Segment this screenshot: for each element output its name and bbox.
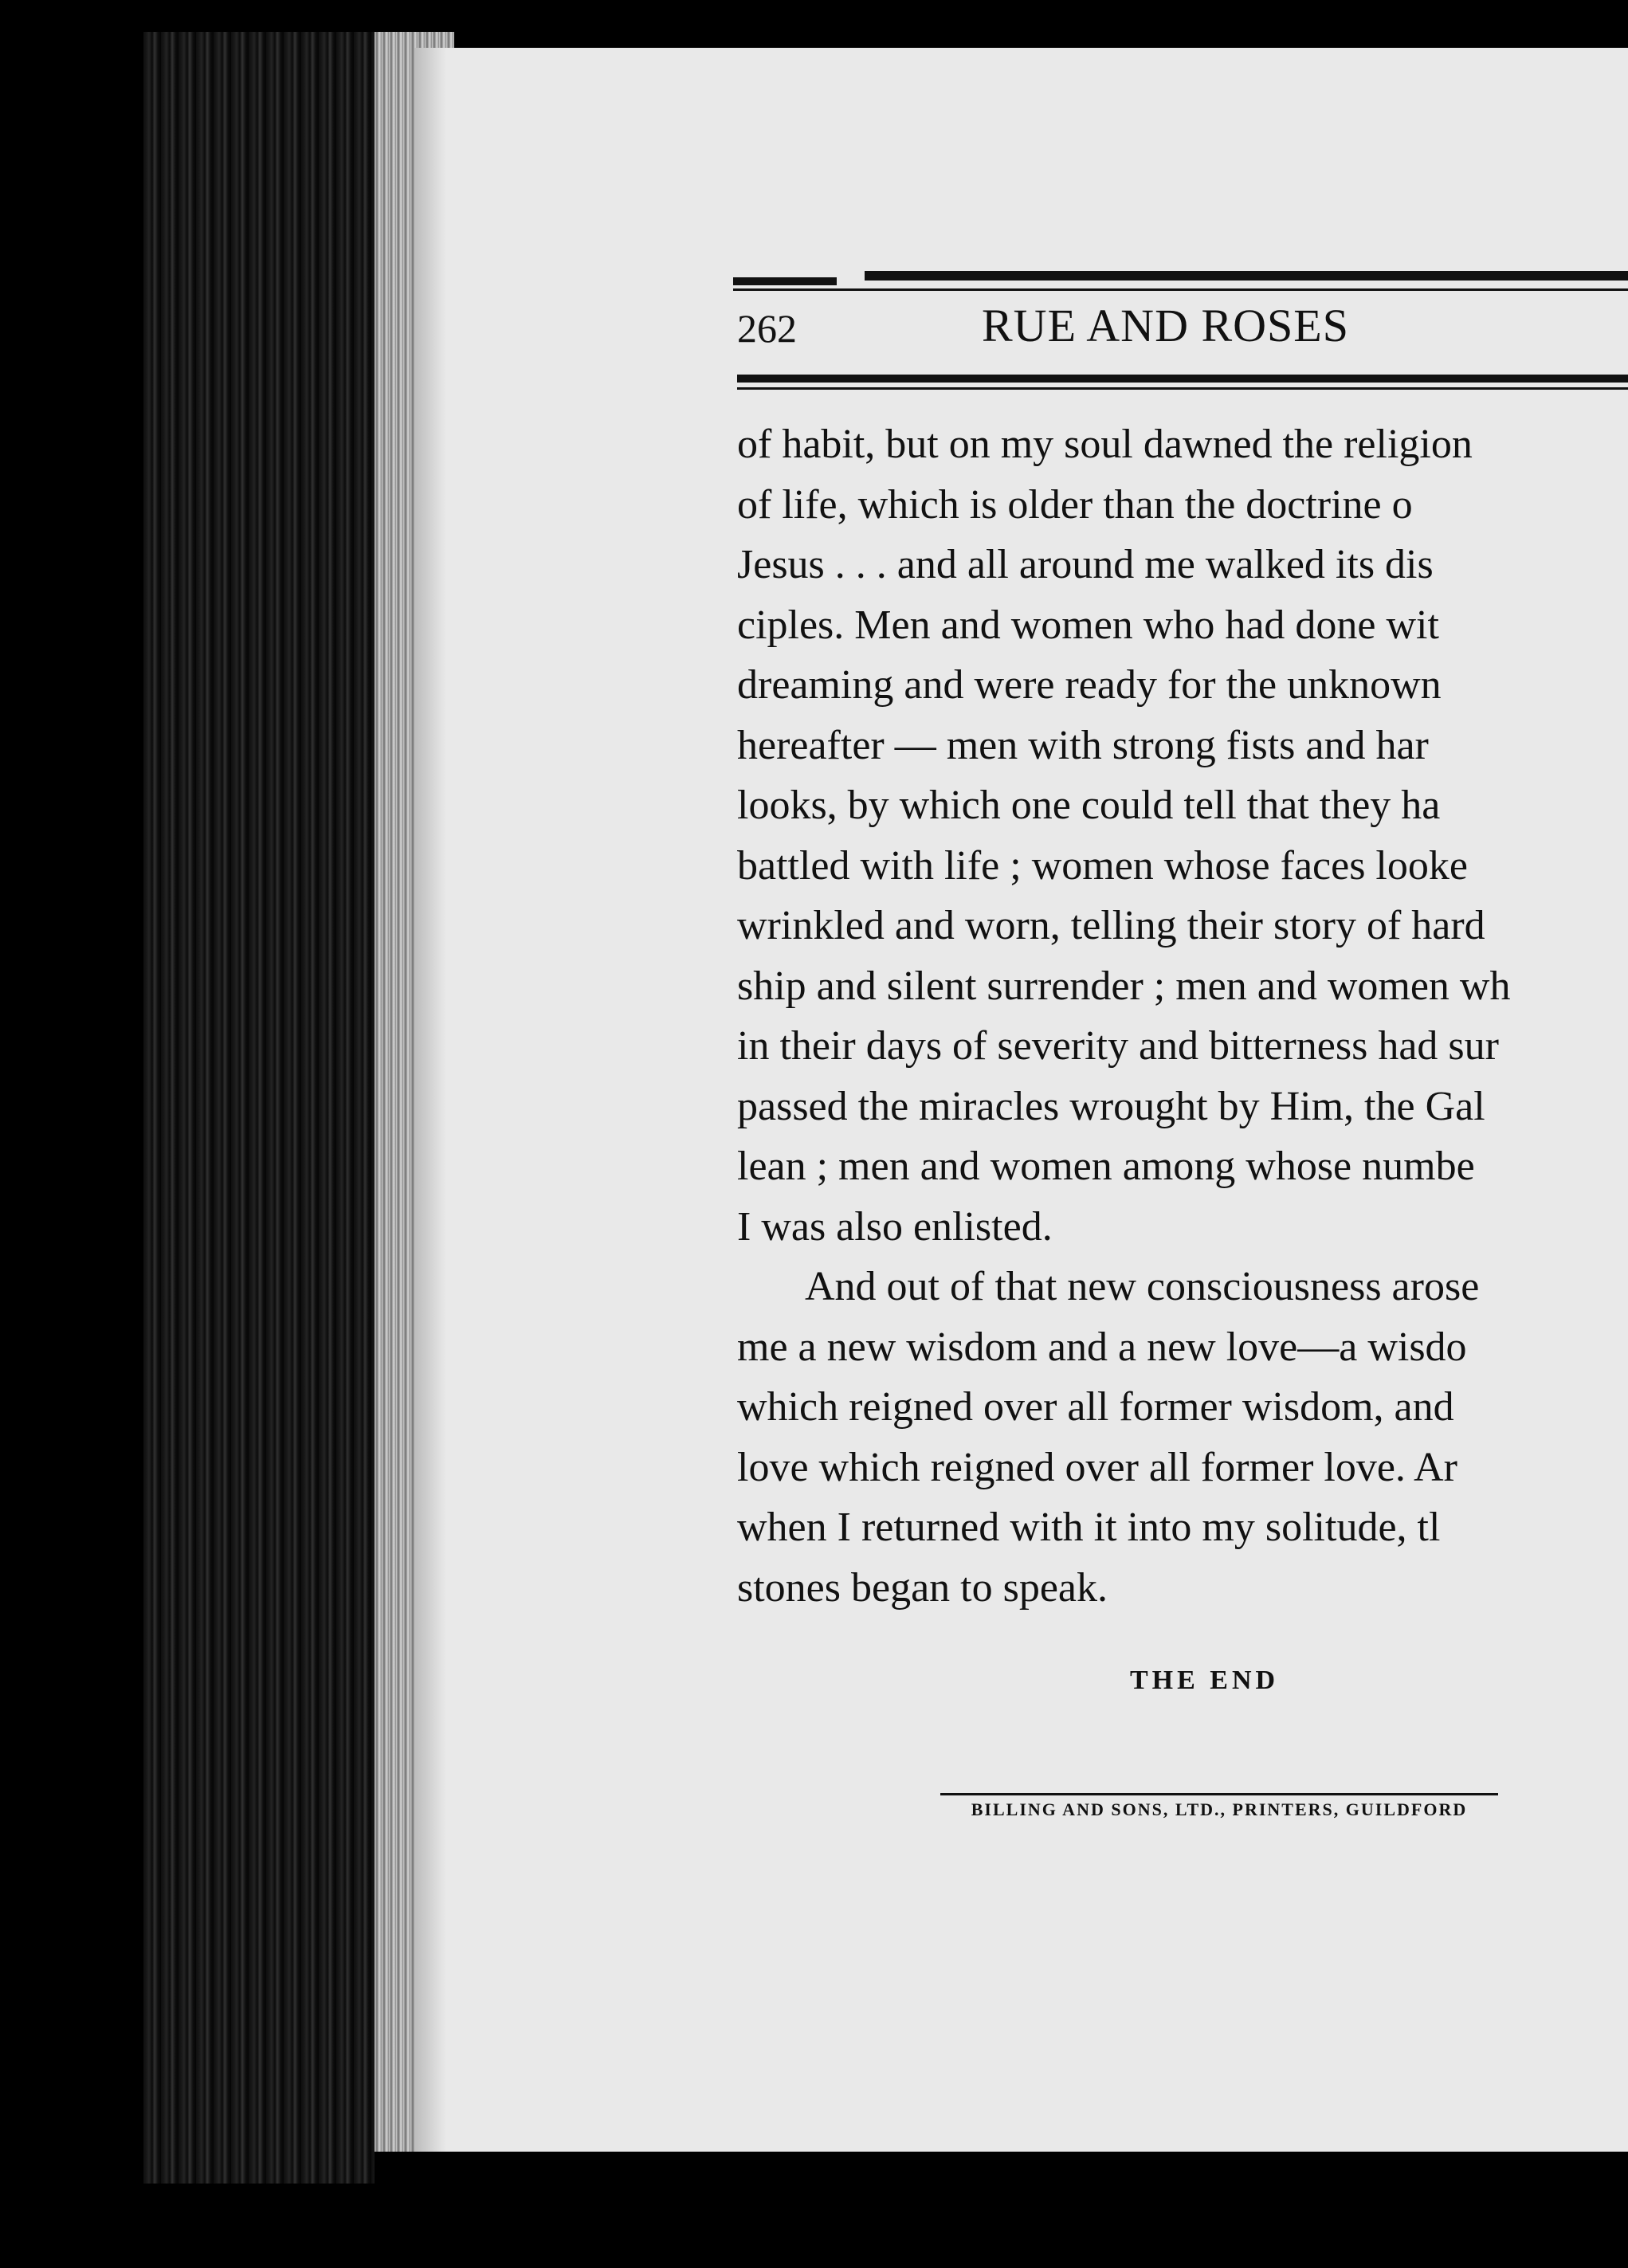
text-line: of habit, but on my soul dawned the religion (737, 422, 1473, 467)
running-head (737, 299, 1628, 363)
text-line: And out of that new consciousness arose (805, 1264, 1480, 1309)
page-gutter-shadow (414, 48, 446, 2168)
text-line: which reigned over all former wisdom, and (737, 1384, 1454, 1430)
running-title: RUE AND ROSES (982, 300, 1349, 351)
text-line: ship and silent surrender ; men and women wh (737, 963, 1511, 1009)
text-line: battled with life ; women whose faces looke (737, 842, 1468, 889)
bottom-edge (375, 2152, 1628, 2268)
body-text (737, 414, 1628, 1618)
text-line: ciples. Men and women who had done wit (737, 602, 1439, 648)
text-line: love which reigned over all former love. Ar (737, 1444, 1457, 1490)
book-spine (143, 32, 382, 2184)
text-line: passed the miracles wrought by Him, the Gal (737, 1083, 1485, 1129)
text-line: in their days of severity and bitterness had sur (737, 1023, 1499, 1069)
text-line: of life, which is older than the doctrine o (737, 481, 1413, 528)
text-line: looks, by which one could tell that they ha (737, 783, 1441, 828)
text-line: when I returned with it into my solitude, tl (737, 1505, 1441, 1550)
text-line: I was also enlisted. (737, 1203, 1053, 1250)
header-rule (733, 288, 1628, 291)
printer-imprint: BILLING AND SONS, LTD., PRINTERS, GUILDFORD (971, 1799, 1468, 1819)
page-number: 262 (737, 306, 797, 351)
text-line: Jesus . . . and all around me walked its dis (737, 542, 1434, 587)
text-line: lean ; men and women among whose numbe (737, 1144, 1475, 1189)
text-line: wrinkled and worn, telling their story of hard (737, 903, 1485, 948)
end-mark: THE END (1130, 1666, 1280, 1695)
text-line: stones began to speak. (737, 1564, 1108, 1611)
text-line: dreaming and were ready for the unknown (737, 662, 1442, 708)
text-line: me a new wisdom and a new love—a wisdo (737, 1324, 1467, 1370)
printer-rule (940, 1793, 1498, 1795)
text-line: hereafter — men with strong fists and har (737, 722, 1429, 768)
header-rule (865, 271, 1628, 281)
header-rule (737, 387, 1628, 390)
header-rule (737, 375, 1628, 383)
header-rule (733, 277, 837, 285)
